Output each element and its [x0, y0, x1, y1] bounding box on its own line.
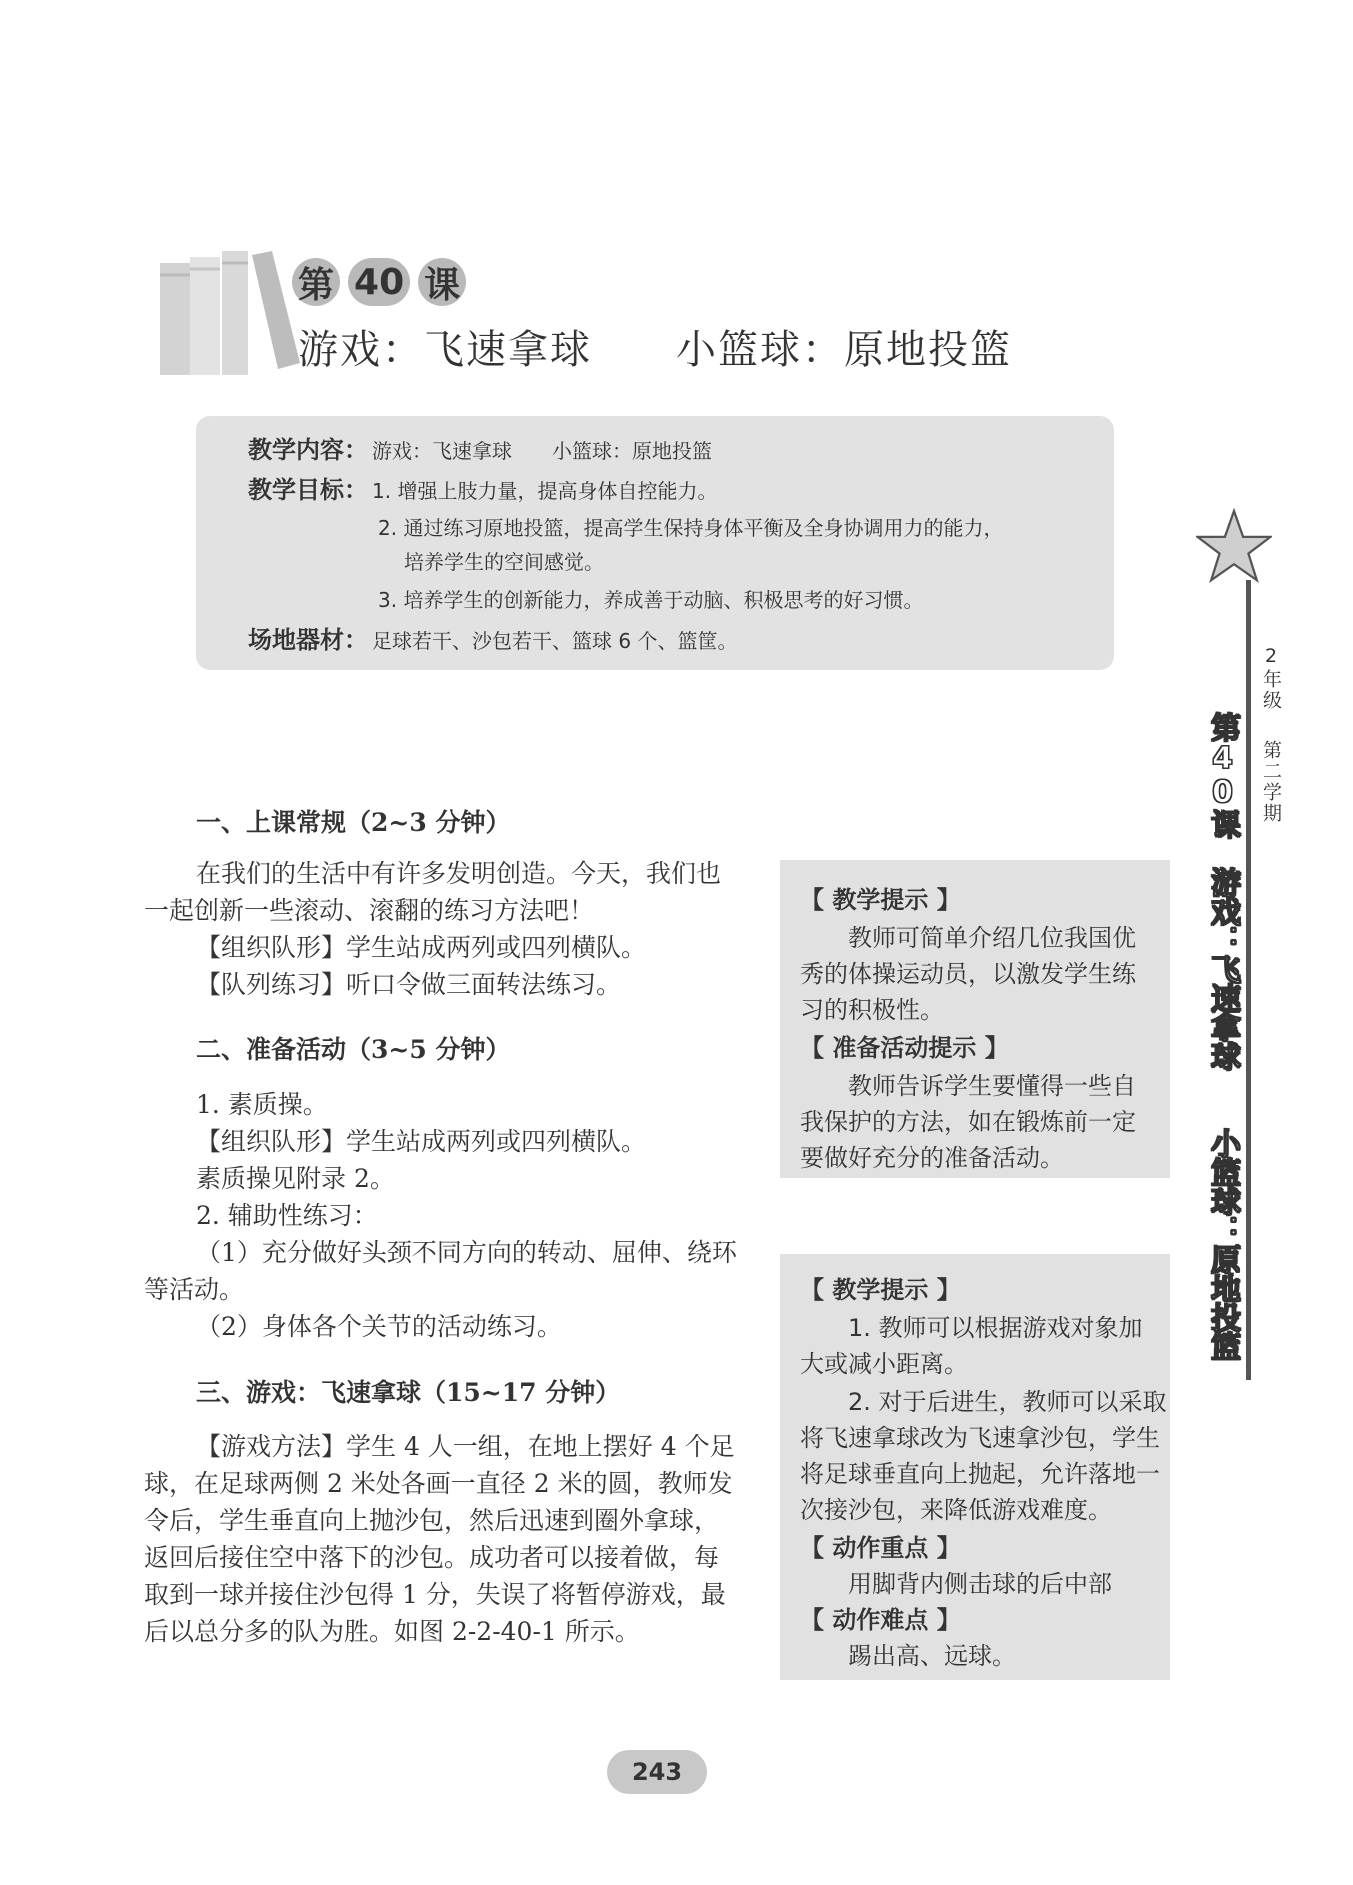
s3-line-5: 取到一球并接住沙包得 1 分，失误了将暂停游戏，最	[144, 1580, 726, 1609]
equipment-row	[248, 620, 737, 655]
lesson-info-box	[196, 416, 1114, 670]
goal-2: 2. 通过练习原地投篮，提高学生保持身体平衡及全身协调用力的能力，	[378, 516, 1004, 540]
tips2-text-7: 用脚背内侧击球的后中部	[848, 1570, 1112, 1598]
tips1-text-2: 秀的体操运动员，以激发学生练	[800, 960, 1136, 988]
goal-2-cont: 培养学生的空间感觉。	[404, 550, 604, 574]
s3-line-4: 返回后接住空中落下的沙包。成功者可以接着做，每	[144, 1543, 720, 1572]
tips1-heading-2: 【 准备活动提示 】	[800, 1034, 1009, 1062]
goal-label: 教学目标：	[248, 476, 368, 504]
tips2-text-8: 踢出高、远球。	[848, 1642, 1016, 1670]
section-2-heading: 二、准备活动（3~5 分钟）	[196, 1035, 511, 1064]
lesson-number-heading	[292, 258, 466, 306]
tips2-text-5: 将足球垂直向上抛起，允许落地一	[800, 1460, 1160, 1488]
lesson-number: 40	[348, 258, 410, 306]
s1-line-4: 【队列练习】听口令做三面转法练习。	[196, 970, 622, 999]
s2-line-7: （2）身体各个关节的活动练习。	[196, 1312, 562, 1341]
goal-3: 3. 培养学生的创新能力，养成善于动脑、积极思考的好习惯。	[378, 588, 924, 612]
tips2-text-1: 1. 教师可以根据游戏对象加	[848, 1314, 1143, 1342]
tips2-text-4: 将飞速拿球改为飞速拿沙包，学生	[800, 1424, 1160, 1452]
tips2-text-3: 2. 对于后进生，教师可以采取	[848, 1388, 1167, 1416]
s2-line-4: 2. 辅助性练习：	[196, 1201, 378, 1230]
equipment-label: 场地器材：	[248, 626, 368, 654]
tips1-text-1: 教师可简单介绍几位我国优	[848, 924, 1136, 952]
tips1-text-5: 我保护的方法，如在锻炼前一定	[800, 1108, 1136, 1136]
books-icon	[160, 245, 310, 375]
equipment-value: 足球若干、沙包若干、篮球 6 个、篮筐。	[372, 629, 738, 653]
s2-line-2: 【组织队形】学生站成两列或四列横队。	[196, 1127, 647, 1156]
s2-line-6: 等活动。	[144, 1275, 245, 1304]
teaching-tips-box-1	[780, 860, 1170, 1178]
grade-label: 2年级	[1260, 645, 1282, 711]
s2-line-1: 1. 素质操。	[196, 1090, 328, 1119]
s1-line-3: 【组织队形】学生站成两列或四列横队。	[196, 933, 647, 962]
tips1-heading-1: 【 教学提示 】	[800, 886, 961, 914]
tips1-text-3: 习的积极性。	[800, 996, 944, 1024]
tips2-text-2: 大或减小距离。	[800, 1350, 968, 1378]
content-value: 游戏：飞速拿球 小篮球：原地投篮	[372, 439, 712, 463]
section-1-heading: 一、上课常规（2~3 分钟）	[196, 808, 511, 837]
content-label: 教学内容：	[248, 436, 368, 464]
s3-line-2: 球，在足球两侧 2 米处各画一直径 2 米的圆，教师发	[144, 1469, 733, 1498]
section-3-heading: 三、游戏：飞速拿球（15~17 分钟）	[196, 1378, 621, 1407]
tips1-text-6: 要做好充分的准备活动。	[800, 1144, 1064, 1172]
s3-line-3: 令后，学生垂直向上抛沙包，然后迅速到圈外拿球，	[144, 1506, 720, 1535]
s1-line-2: 一起创新一些滚动、滚翻的练习方法吧！	[144, 896, 595, 925]
s3-line-1: 【游戏方法】学生 4 人一组，在地上摆好 4 个足	[196, 1432, 735, 1461]
term-label: 第二学期	[1260, 740, 1282, 824]
s1-line-1: 在我们的生活中有许多发明创造。今天，我们也	[196, 859, 722, 888]
tips1-text-4: 教师告诉学生要懂得一些自	[848, 1072, 1136, 1100]
tips2-heading-3: 【 动作难点 】	[800, 1606, 961, 1634]
s2-line-3: 素质操见附录 2。	[196, 1164, 395, 1193]
lesson-suffix: 课	[418, 258, 466, 306]
s2-line-5: （1）充分做好头颈不同方向的转动、屈伸、绕环	[196, 1238, 737, 1267]
side-divider	[1246, 580, 1251, 1380]
lesson-title: 游戏：飞速拿球 小篮球：原地投篮	[298, 327, 1012, 373]
lesson-prefix: 第	[292, 258, 340, 306]
tips2-heading-1: 【 教学提示 】	[800, 1276, 961, 1304]
goal-row	[248, 470, 717, 505]
goal-1: 1. 增强上肢力量，提高身体自控能力。	[372, 479, 718, 503]
tips2-text-6: 次接沙包，来降低游戏难度。	[800, 1496, 1112, 1524]
content-row	[248, 430, 712, 465]
star-icon	[1196, 508, 1272, 584]
page-number: 243	[607, 1750, 707, 1794]
teaching-tips-box-2	[780, 1254, 1170, 1680]
side-lesson-title-2: 小篮球：原地投篮	[1205, 1128, 1240, 1360]
s3-line-6: 后以总分多的队为胜。如图 2-2-40-1 所示。	[144, 1617, 640, 1646]
tips2-heading-2: 【 动作重点 】	[800, 1534, 961, 1562]
side-lesson-title: 第40课 游戏：飞速拿球	[1205, 712, 1240, 1070]
